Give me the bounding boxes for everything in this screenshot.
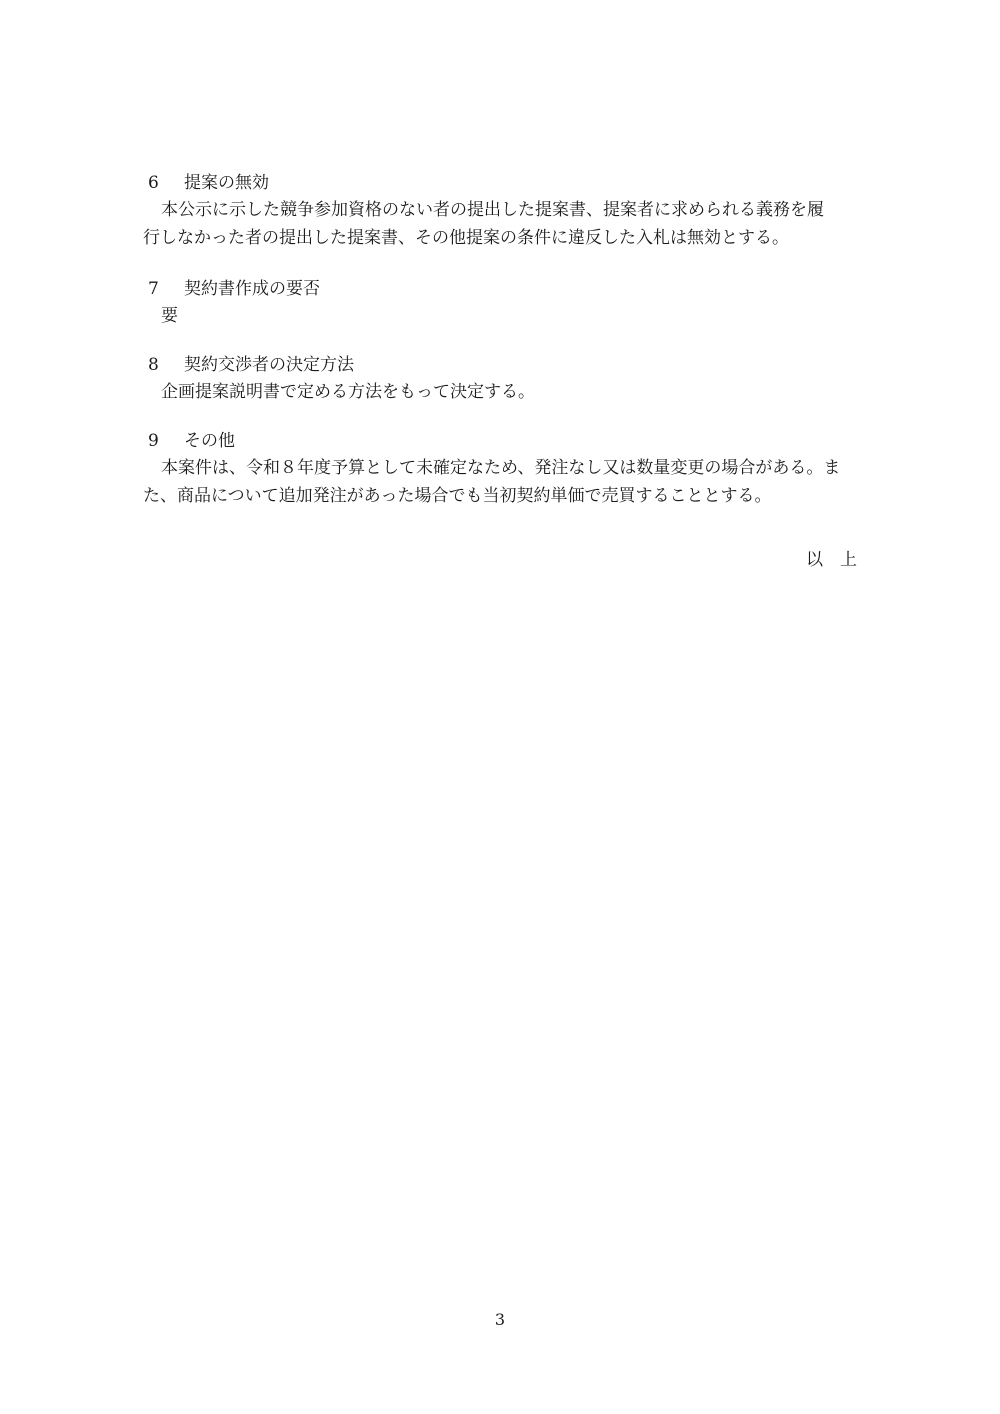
section-title: 提案の無効 <box>184 173 269 193</box>
section-7 <box>143 276 859 330</box>
page-number: 3 <box>494 1310 506 1329</box>
section-heading <box>143 428 859 454</box>
section-9 <box>143 428 859 510</box>
section-body-line: 行しなかった者の提出した提案書、その他提案の条件に違反した入札は無効とする。 <box>143 228 789 248</box>
section-number: 8 <box>148 355 159 375</box>
closing-left: 以 <box>806 550 823 570</box>
closing-right: 上 <box>840 550 857 570</box>
section-6 <box>143 170 859 252</box>
section-heading <box>143 276 859 302</box>
section-body-line: た、商品について追加発注があった場合でも当初契約単価で売買することとする。 <box>143 486 772 506</box>
section-number: 6 <box>148 173 159 193</box>
section-body-line: 企画提案説明書で定める方法をもって決定する。 <box>161 382 535 402</box>
section-8 <box>143 352 859 406</box>
section-body-line: 要 <box>161 306 178 326</box>
closing-mark <box>806 547 857 573</box>
section-number: 9 <box>148 431 159 451</box>
section-body-line: 本公示に示した競争参加資格のない者の提出した提案書、提案者に求められる義務を履 <box>161 200 824 220</box>
section-title: 契約書作成の要否 <box>184 279 320 299</box>
section-heading <box>143 352 859 378</box>
section-number: 7 <box>148 279 159 299</box>
section-body-line: 本案件は、令和８年度予算として未確定なため、発注なし又は数量変更の場合がある。ま <box>161 458 841 478</box>
section-heading <box>143 170 859 196</box>
section-title: 契約交渉者の決定方法 <box>184 355 354 375</box>
section-title: その他 <box>184 431 235 451</box>
